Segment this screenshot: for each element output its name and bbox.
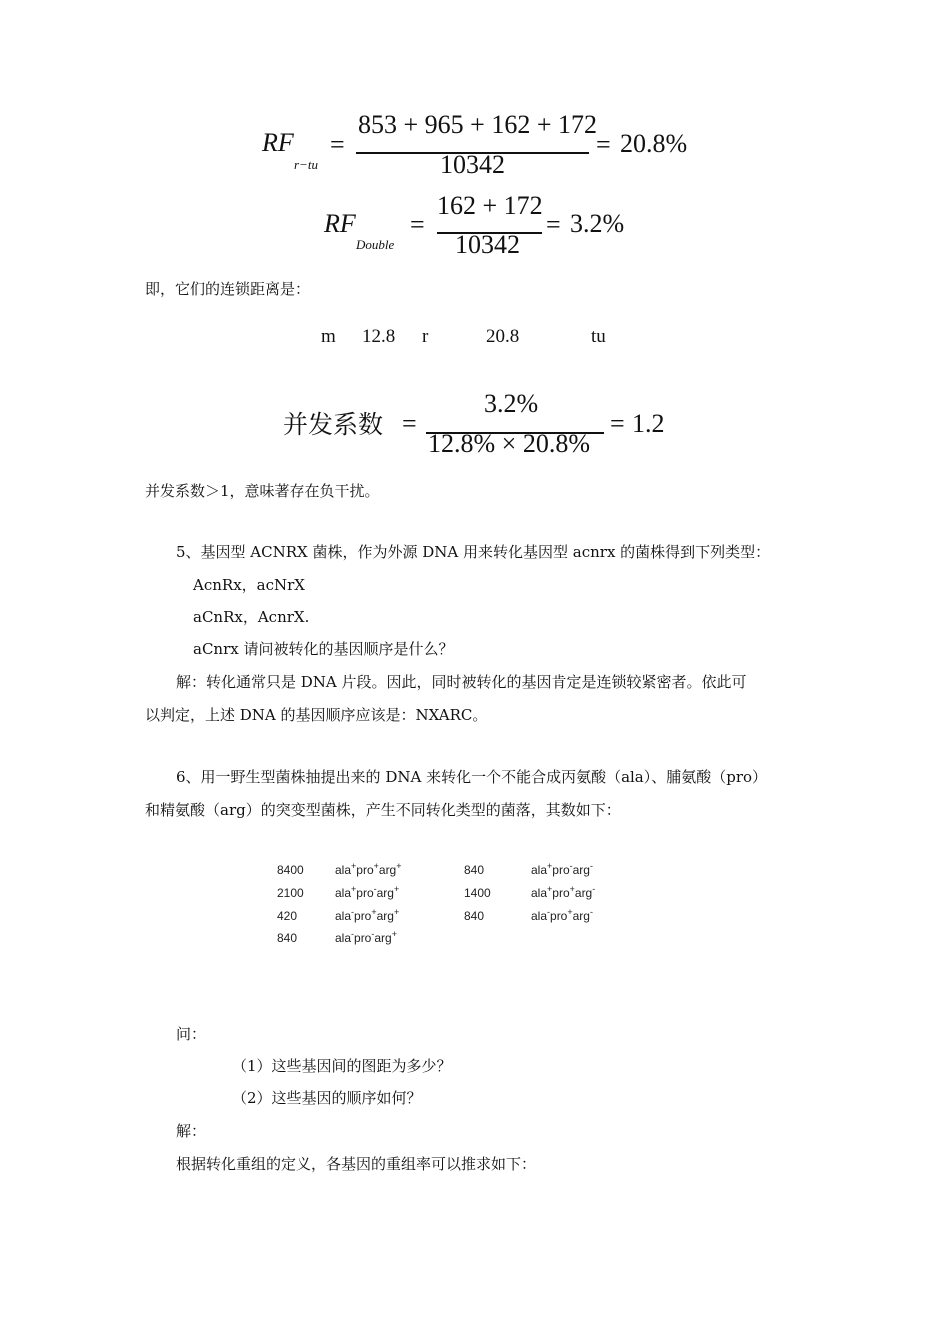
equals-sign: = [402,409,417,438]
question-6-text: 6、用一野生型菌株抽提出来的 DNA 来转化一个不能合成丙氨酸（ala）、脯氨酸（pro） [176,768,768,786]
result-value: 1.2 [632,409,665,438]
coefficient-label: 并发系数 [283,410,384,439]
fraction-denominator: 12.8% × 20.8% [428,429,590,458]
colony-count: 2100 [277,886,304,900]
genotype: ala+pro+arg+ [335,861,402,877]
answer-5-line: 解：转化通常只是 DNA 片段。因此，同时被转化的基因肯定是连锁较紧密者。依此可 [176,673,747,691]
solution-text: 根据转化重组的定义，各基因的重组率可以推求如下： [176,1155,537,1173]
sub-question: （1）这些基因间的图距为多少？ [232,1057,452,1075]
equals-sign: = [546,210,561,239]
result-value: 20.8% [620,129,688,158]
fraction-numerator: 853 + 965 + 162 + 172 [358,110,597,139]
question-5-text: 5、基因型 ACNRX 菌株，作为外源 DNA 用来转化基因型 acnrx 的菌株得到下列类型： [176,543,771,561]
transformant-types-line: AcnRx，acNrX [193,576,305,594]
equals-sign: = [410,210,425,239]
genotype: ala+pro-arg- [531,861,593,877]
colony-count: 840 [277,931,298,945]
equals-sign: = [596,130,611,159]
linkage-intro-text: 即，它们的连锁距离是： [145,280,311,298]
table-row [277,931,397,945]
rf-symbol: RF [262,128,294,157]
table-row [464,909,593,923]
sub-question: （2）这些基因的顺序如何？ [232,1089,422,1107]
question-6-text: 和精氨酸（arg）的突变型菌株，产生不同转化类型的菌落，其数如下： [145,801,621,819]
rf-symbol: RF [324,209,356,238]
table-row [277,886,399,900]
fraction-numerator: 162 + 172 [437,191,543,220]
fraction-denominator: 10342 [455,230,520,259]
genotype: ala-pro+arg- [531,907,593,923]
gene-label: m [321,326,336,347]
table-row [277,863,402,877]
map-distance: 12.8 [362,326,396,347]
table-row [464,886,595,900]
equals-sign: = [330,130,345,159]
questions-label: 问： [176,1025,207,1043]
table-row [277,909,399,923]
colony-count: 8400 [277,863,304,877]
colony-count: 840 [464,909,485,923]
genotype: ala-pro-arg+ [335,929,397,945]
transformant-types-line: aCnrx 请问被转化的基因顺序是什么？ [193,640,454,658]
fraction-denominator: 10342 [440,150,505,179]
colony-count: 420 [277,909,298,923]
gene-label: tu [591,326,606,347]
solution-label: 解： [176,1122,207,1140]
transformant-types-line: aCnRx，AcnrX. [193,608,310,626]
answer-5-line: 以判定，上述 DNA 的基因顺序应该是：NXARC。 [145,706,488,724]
coincidence-note: 并发系数＞1，意味著存在负干扰。 [145,482,380,500]
genotype: ala-pro+arg+ [335,907,400,923]
colony-count: 1400 [464,886,491,900]
genotype: ala+pro+arg- [531,884,596,900]
colony-count: 840 [464,863,485,877]
genotype: ala+pro-arg+ [335,884,400,900]
gene-label: r [422,326,429,347]
result-value: 3.2% [570,209,625,238]
table-row [464,863,593,877]
equals-sign: = [610,409,625,438]
fraction-numerator: 3.2% [484,389,539,418]
rf-subscript: Double [356,237,395,252]
rf-subscript: r−tu [294,157,318,172]
map-distance: 20.8 [486,326,520,347]
